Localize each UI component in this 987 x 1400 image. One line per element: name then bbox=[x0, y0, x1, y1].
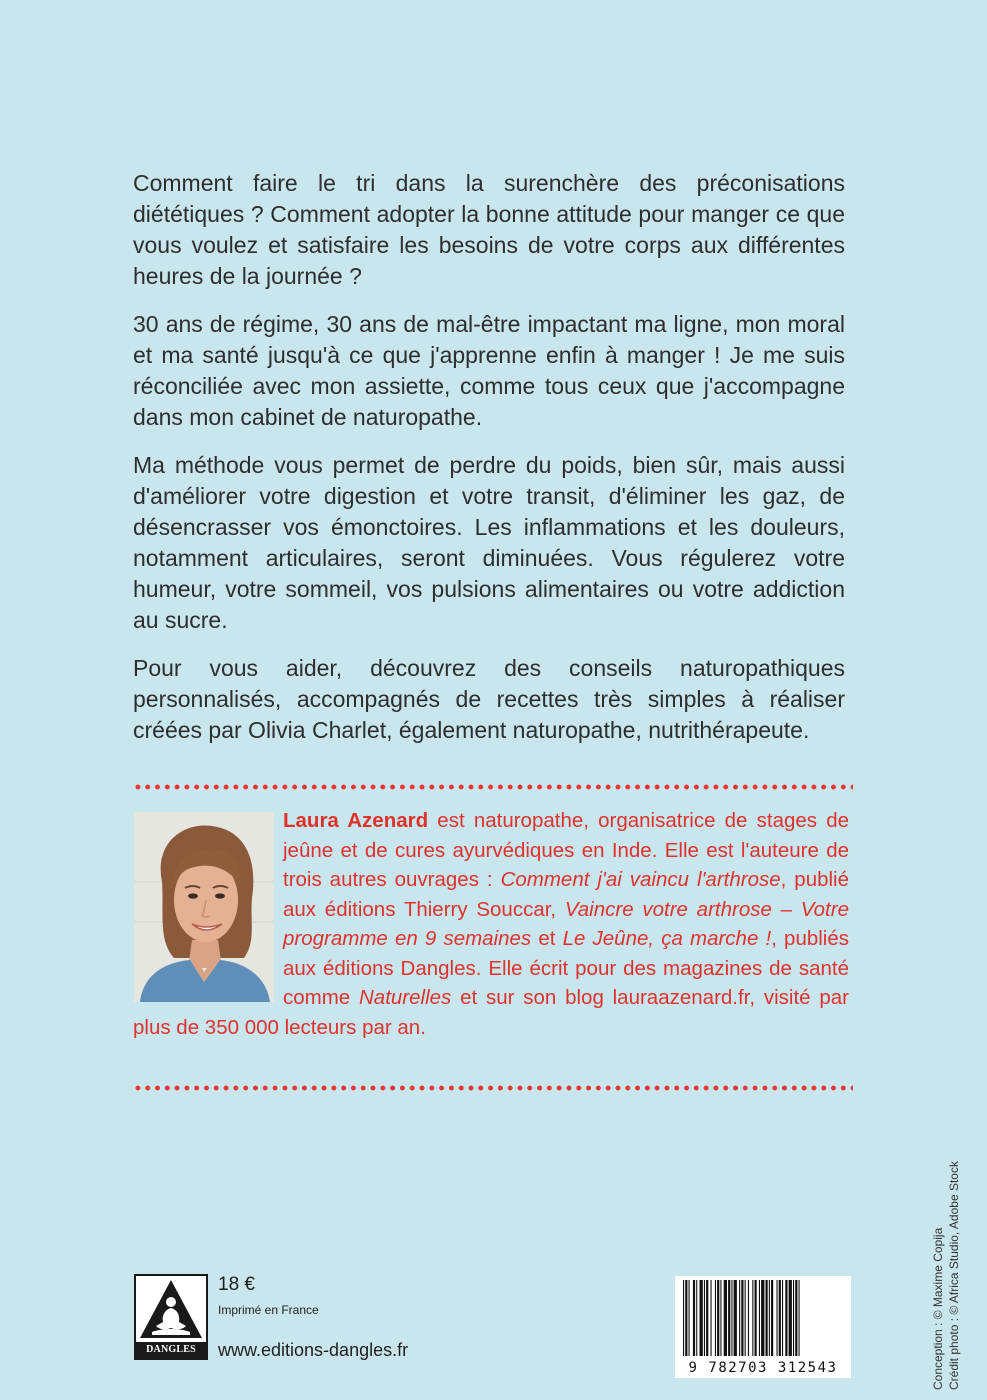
barcode-bar bbox=[717, 1280, 719, 1356]
barcode-bar bbox=[785, 1280, 787, 1356]
book-title-2: Vaincre votre arthrose – Votre programme en 9 semaines bbox=[283, 897, 849, 950]
barcode-bar bbox=[793, 1280, 794, 1356]
author-bio-text-2: , publié aux éditions Thierry Souccar, bbox=[283, 868, 850, 921]
barcode-bar bbox=[769, 1280, 770, 1356]
barcode-bar bbox=[766, 1280, 768, 1356]
magazine-title: Naturelles bbox=[359, 986, 452, 1009]
barcode-bar bbox=[799, 1280, 800, 1356]
barcode-bar bbox=[779, 1280, 781, 1356]
barcode-bar bbox=[683, 1280, 684, 1356]
barcode-bar bbox=[728, 1280, 730, 1356]
barcode-bar bbox=[731, 1280, 732, 1356]
barcode-bar bbox=[700, 1280, 703, 1356]
barcode-bar bbox=[745, 1280, 746, 1356]
barcode-bar bbox=[782, 1280, 783, 1356]
barcode-bar bbox=[771, 1280, 773, 1356]
barcode-bar bbox=[759, 1280, 760, 1356]
author-portrait-image bbox=[134, 812, 274, 1002]
barcode-bar bbox=[704, 1280, 705, 1356]
barcode-bar bbox=[693, 1280, 695, 1356]
author-photo bbox=[134, 812, 274, 1002]
blurb-paragraph-1: Comment faire le tri dans la surenchère des préconisations diététiques ? Comment adopter la bonne attitude pour manger ce que vous voulez et satisfaire les besoins de votre corps aux différentes heures de la journée ? bbox=[133, 170, 845, 289]
blurb-paragraph-4: Pour vous aider, découvrez des conseils naturopathiques personnalisés, accompagnés de recettes très simples à réaliser créées par Olivia Charlet, également naturopathe, nutrithérapeute. bbox=[133, 655, 845, 743]
blurb-paragraph-3: Ma méthode vous permet de perdre du poids, bien sûr, mais aussi d'améliorer votre digestion et votre transit, d'éliminer les gaz, de désencrasser vos émonctoires. Les inflammations et les douleurs, notamment articulaires, seront diminuées. Vous régulerez votre humeur, votre sommeil, vos pulsions alimentaires ou votre addiction au sucre. bbox=[133, 452, 845, 633]
barcode-bar bbox=[734, 1280, 737, 1356]
barcode-bar bbox=[752, 1280, 753, 1356]
blurb-text bbox=[133, 168, 845, 763]
logo-label: DANGLES bbox=[136, 1342, 206, 1358]
barcode-bar bbox=[689, 1280, 690, 1356]
barcode-bar bbox=[748, 1280, 749, 1356]
book-title-3: Le Jeûne, ça marche ! bbox=[562, 927, 772, 950]
credit-line-2: Crédit photo : © Africa Studio, Adobe Stock bbox=[947, 1161, 961, 1390]
isbn-barcode bbox=[675, 1276, 851, 1378]
publisher-website: www.editions-dangles.fr bbox=[218, 1340, 409, 1360]
barcode-bar bbox=[761, 1280, 764, 1356]
author-bio-text-1: est naturopathe, organisatrice de stages de jeûne et de cures ayurvédiques en Inde. Elle est l'auteure de trois autres ouvrages : bbox=[283, 809, 850, 891]
barcode-bar bbox=[795, 1280, 797, 1356]
barcode-bars bbox=[675, 1276, 851, 1358]
photo-credits bbox=[930, 1090, 962, 1390]
barcode-bar bbox=[741, 1280, 743, 1356]
barcode-bar bbox=[685, 1280, 687, 1356]
barcode-bar bbox=[777, 1280, 778, 1356]
dotted-divider-bottom bbox=[133, 1085, 853, 1091]
author-name: Laura Azenard bbox=[283, 809, 429, 832]
price: 18 € bbox=[218, 1274, 255, 1295]
author-bio-text-4: , publiés aux éditions Dangles. Elle écrit pour des magazines de santé comme bbox=[283, 927, 850, 1009]
dangles-logo bbox=[134, 1274, 208, 1360]
barcode-bar bbox=[755, 1280, 757, 1356]
printed-in: Imprimé en France bbox=[218, 1303, 319, 1317]
barcode-bar bbox=[789, 1280, 792, 1356]
barcode-bar bbox=[696, 1280, 697, 1356]
credit-line-1: Conception : © Maxime Copija bbox=[931, 1227, 945, 1390]
barcode-bar bbox=[706, 1280, 708, 1356]
barcode-bar bbox=[715, 1280, 716, 1356]
meditation-figure-icon bbox=[136, 1276, 206, 1342]
dotted-divider-top bbox=[133, 784, 853, 790]
barcode-bar bbox=[724, 1280, 727, 1356]
blurb-paragraph-2: 30 ans de régime, 30 ans de mal-être impactant ma ligne, mon moral et ma santé jusqu'à ce que j'apprenne enfin à manger ! Je me suis réconciliée avec mon assiette, comme tous ceux que j'accompagne dans mon cabinet de naturopathe. bbox=[133, 311, 845, 430]
barcode-bar bbox=[720, 1280, 721, 1356]
barcode-bar bbox=[739, 1280, 740, 1356]
isbn-digits: 9 782703 312543 bbox=[688, 1360, 838, 1376]
author-bio-text-3: et bbox=[531, 927, 563, 950]
book-title-1: Comment j'ai vaincu l'arthrose bbox=[500, 868, 781, 891]
author-bio-text-5: et sur son blog lauraazenard.fr, visité par plus de 350 000 lecteurs par an. bbox=[133, 986, 849, 1039]
barcode-bar bbox=[711, 1280, 712, 1356]
